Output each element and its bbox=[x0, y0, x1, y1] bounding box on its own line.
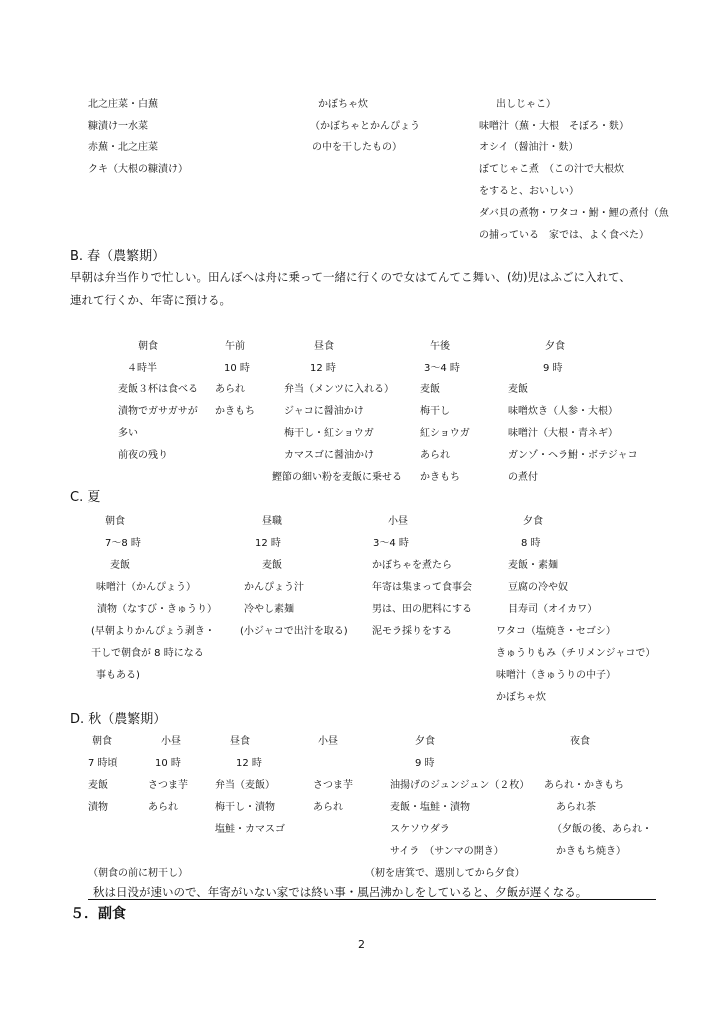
summer-col4: かぼちゃ炊 bbox=[496, 692, 546, 703]
winter-line: の中を干したもの） bbox=[312, 142, 402, 153]
spring-header: 昼食 bbox=[314, 341, 334, 352]
spring-header: 午前 bbox=[225, 341, 245, 352]
winter-line: 赤蕪・北之庄菜 bbox=[88, 142, 158, 153]
summer-col2: 冷やし素麺 bbox=[244, 604, 294, 615]
summer-col2: かんぴょう汁 bbox=[244, 582, 304, 593]
autumn-header: 夜食 bbox=[570, 736, 590, 747]
spring-cell: カマスゴに醤油かけ bbox=[284, 450, 374, 461]
autumn-cell: 弁当（麦飯） bbox=[215, 780, 275, 791]
autumn-header: 朝食 bbox=[92, 736, 112, 747]
spring-cell: 前夜の残り bbox=[118, 450, 168, 461]
spring-time: 9 時 bbox=[543, 363, 563, 374]
summer-col2: 麦飯 bbox=[262, 560, 282, 571]
spring-cell: 弁当（メンツに入れる） bbox=[284, 384, 394, 395]
summer-time: 8 時 bbox=[521, 538, 541, 549]
spring-cell: かきもち bbox=[215, 406, 255, 417]
winter-line: オシイ（醤油汁・麩） bbox=[479, 142, 579, 153]
summer-col1: 味噌汁（かんぴょう） bbox=[96, 582, 196, 593]
autumn-cell: 漬物 bbox=[88, 802, 108, 813]
section-title-summer: C. 夏 bbox=[70, 490, 101, 505]
autumn-time: 12 時 bbox=[236, 758, 262, 769]
spring-cell: 鰹節の細い粉を麦飯に乗せる bbox=[272, 472, 402, 483]
summer-header: 小昼 bbox=[388, 516, 408, 527]
autumn-cell: あられ bbox=[313, 802, 343, 813]
autumn-header: 夕食 bbox=[415, 736, 435, 747]
autumn-time: 7 時頃 bbox=[88, 758, 118, 769]
autumn-header: 小昼 bbox=[318, 736, 338, 747]
autumn-header: 昼食 bbox=[230, 736, 250, 747]
spring-cell: 漬物でガサガサが bbox=[118, 406, 198, 417]
autumn-cell: あられ・かきもち bbox=[544, 780, 624, 791]
summer-col2: (小ジャコで出汁を取る) bbox=[240, 626, 348, 637]
section-title-spring: B. 春（農繁期） bbox=[70, 249, 166, 264]
summer-col3: 年寄は集まって食事会 bbox=[372, 582, 472, 593]
summer-col3: 泥モラ採りをする bbox=[372, 626, 452, 637]
autumn-note-underline bbox=[88, 899, 656, 900]
summer-col1: 漬物（なすび・きゅうり） bbox=[97, 604, 217, 615]
section-title-autumn: D. 秋（農繁期） bbox=[70, 712, 167, 727]
spring-time: 3～4 時 bbox=[424, 363, 460, 374]
autumn-cell: あられ茶 bbox=[556, 802, 596, 813]
winter-line: （かぼちゃとかんぴょう bbox=[310, 121, 420, 132]
autumn-cell: 麦飯 bbox=[88, 780, 108, 791]
summer-col1: 麦飯 bbox=[110, 560, 130, 571]
spring-cell: 紅ショウガ bbox=[420, 428, 470, 439]
summer-col4: ワタコ（塩焼き・セゴシ） bbox=[496, 626, 616, 637]
spring-cell: あられ bbox=[420, 450, 450, 461]
spring-cell: 麦飯３杯は食べる bbox=[118, 384, 198, 395]
winter-line: 糠漬け一水菜 bbox=[88, 121, 148, 132]
winter-line: 出しじゃこ） bbox=[496, 99, 556, 110]
spring-cell: の煮付 bbox=[508, 472, 538, 483]
winter-line: 味噌汁（蕪・大根 そぼろ・麩） bbox=[479, 121, 629, 132]
summer-col4: 麦飯・素麺 bbox=[508, 560, 558, 571]
autumn-note: 秋は日没が速いので、年寄がいない家では終い事・風呂沸かしをしていると、夕飯が遅くなる。 bbox=[93, 885, 588, 899]
summer-col1: (早朝よりかんぴょう剥き・ bbox=[91, 626, 215, 637]
spring-header: 朝食 bbox=[138, 341, 158, 352]
winter-line: ダバ貝の煮物・ワタコ・鮒・鯉の煮付（魚 bbox=[479, 208, 669, 219]
section-title-5: ５．副食 bbox=[70, 906, 126, 922]
spring-cell: 麦飯 bbox=[508, 384, 528, 395]
summer-time: 12 時 bbox=[255, 538, 281, 549]
spring-cell: 梅干し bbox=[420, 406, 450, 417]
autumn-note-right: （籾を唐箕で、選別してから夕食） bbox=[365, 868, 525, 879]
summer-col4: 目寿司（オイカワ） bbox=[508, 604, 598, 615]
autumn-cell: さつま芋 bbox=[148, 780, 188, 791]
summer-col1: 干しで朝食が 8 時になる bbox=[91, 648, 204, 659]
autumn-note-left: （朝食の前に籾干し） bbox=[88, 868, 188, 879]
summer-col3: 男は、田の肥料にする bbox=[372, 604, 472, 615]
page-number: 2 bbox=[358, 938, 365, 951]
spring-cell: あられ bbox=[215, 384, 245, 395]
summer-col4: きゅうりもみ（チリメンジャコで） bbox=[496, 648, 656, 659]
spring-cell: 味噌炊き（人参・大根） bbox=[508, 406, 618, 417]
autumn-cell: サイラ （サンマの開き） bbox=[390, 846, 504, 857]
summer-col1: 事もある) bbox=[96, 670, 140, 681]
winter-line: をすると、おいしい） bbox=[479, 186, 579, 197]
winter-line: ぼてじゃこ煮 （この汁で大根炊 bbox=[479, 164, 624, 175]
autumn-cell: さつま芋 bbox=[313, 780, 353, 791]
spring-cell: 味噌汁（大根・青ネギ） bbox=[508, 428, 618, 439]
winter-line: かぼちゃ炊 bbox=[318, 99, 368, 110]
autumn-cell: スケソウダラ bbox=[390, 824, 450, 835]
summer-header: 昼職 bbox=[262, 516, 282, 527]
autumn-cell: （夕飯の後、あられ・ bbox=[552, 824, 652, 835]
autumn-cell: 梅干し・漬物 bbox=[215, 802, 275, 813]
summer-header: 夕食 bbox=[523, 516, 543, 527]
autumn-time: 9 時 bbox=[415, 758, 435, 769]
spring-header: 夕食 bbox=[545, 341, 565, 352]
summer-col4: 味噌汁（きゅうりの中子） bbox=[496, 670, 616, 681]
summer-header: 朝食 bbox=[105, 516, 125, 527]
autumn-cell: 油揚げのジュンジュン（２枚） bbox=[390, 780, 530, 791]
spring-paragraph: 連れて行くか、年寄に預ける。 bbox=[70, 293, 231, 307]
spring-paragraph: 早朝は弁当作りで忙しい。田んぼへは舟に乗って一緒に行くので女はてんてこ舞い、(幼)児はふごに入れて、 bbox=[70, 270, 631, 284]
spring-time: 10 時 bbox=[224, 363, 250, 374]
summer-col4: 豆腐の冷や奴 bbox=[508, 582, 568, 593]
spring-cell: かきもち bbox=[420, 472, 460, 483]
summer-col3: かぼちゃを煮たら bbox=[372, 560, 452, 571]
autumn-cell: かきもち焼き） bbox=[556, 846, 626, 857]
summer-time: 3～4 時 bbox=[373, 538, 409, 549]
winter-line: クキ（大根の糠漬け） bbox=[88, 164, 188, 175]
autumn-cell: 麦飯・塩鮭・漬物 bbox=[390, 802, 470, 813]
spring-cell: ガンゾ・ヘラ鮒・ボテジャコ bbox=[508, 450, 638, 461]
autumn-time: 10 時 bbox=[155, 758, 181, 769]
spring-cell: 多い bbox=[118, 428, 138, 439]
winter-line: の捕っている 家では、よく食べた） bbox=[479, 230, 649, 241]
autumn-header: 小昼 bbox=[161, 736, 181, 747]
spring-time: 12 時 bbox=[310, 363, 336, 374]
spring-header: 午後 bbox=[430, 341, 450, 352]
autumn-cell: あられ bbox=[148, 802, 178, 813]
spring-time: ４時半 bbox=[127, 363, 157, 374]
spring-cell: 梅干し・紅ショウガ bbox=[284, 428, 374, 439]
spring-cell: 麦飯 bbox=[420, 384, 440, 395]
summer-time: 7～8 時 bbox=[105, 538, 141, 549]
autumn-cell: 塩鮭・カマスゴ bbox=[215, 824, 285, 835]
spring-cell: ジャコに醤油かけ bbox=[284, 406, 364, 417]
winter-line: 北之庄菜・白蕪 bbox=[88, 99, 158, 110]
